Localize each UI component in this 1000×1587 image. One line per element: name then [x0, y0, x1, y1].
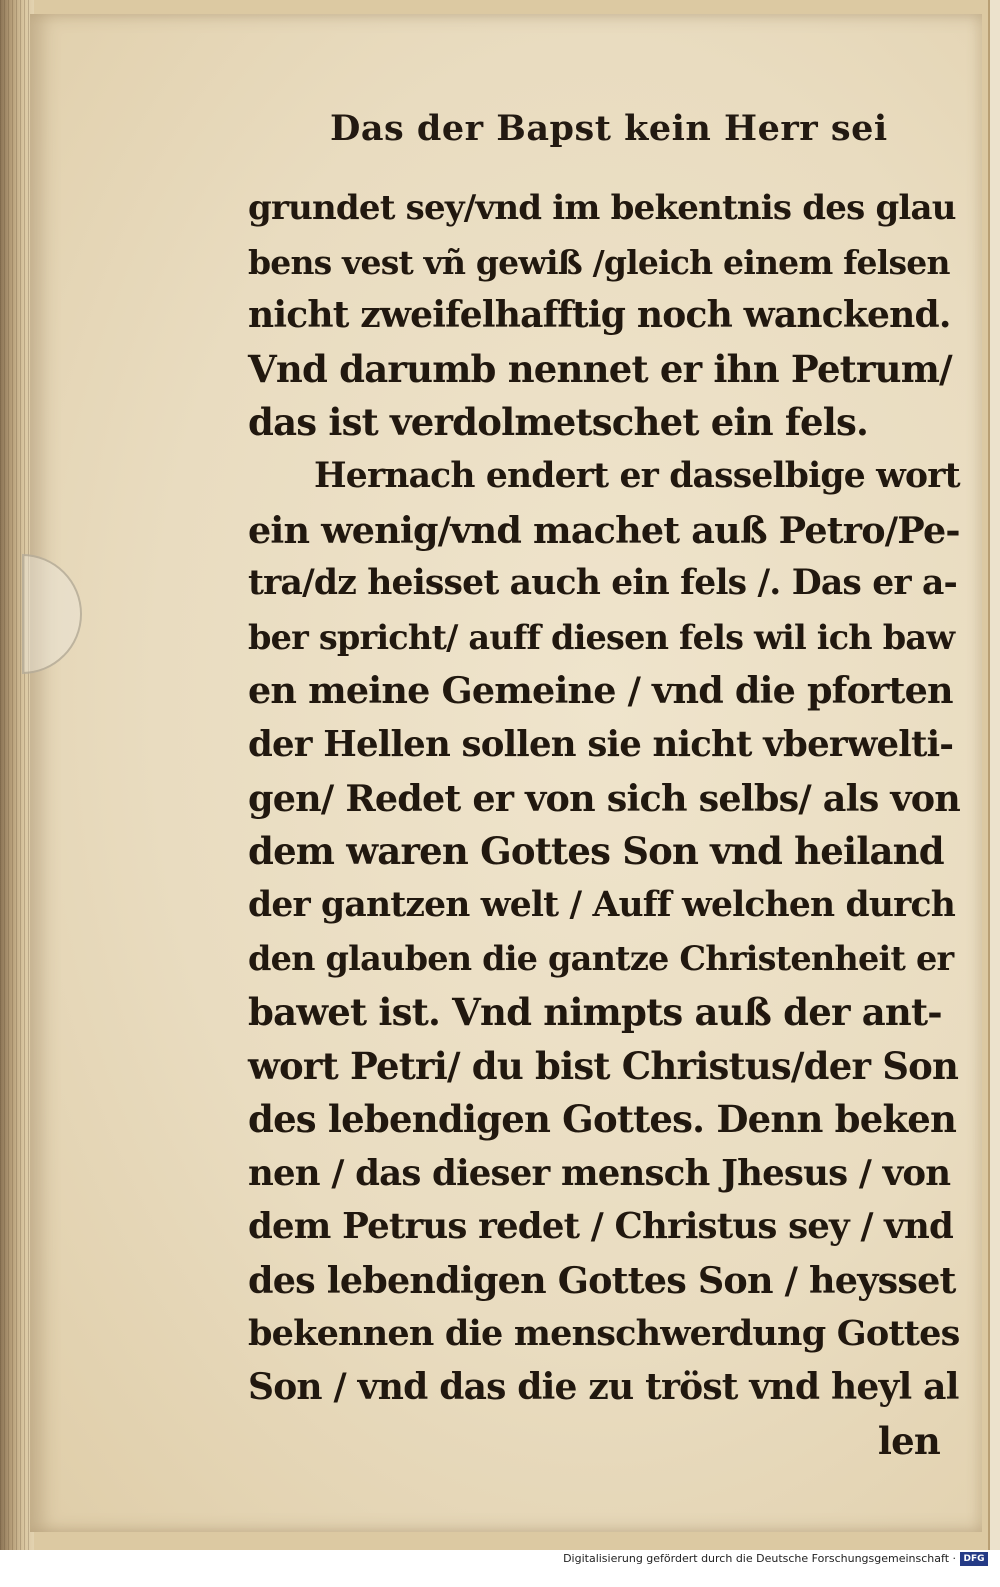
text-line: nen / das dieser mensch Jhesus / von: [248, 1152, 951, 1194]
text-line: bens vest vñ gewiß /gleich einem felsen: [248, 242, 950, 282]
text-line: den glauben die gantze Christenheit er: [248, 939, 954, 979]
text-line: ber spricht/ auff diesen fels wil ich baw: [248, 617, 955, 657]
text-line: ein wenig/vnd machet auß Petro/Pe-: [248, 508, 960, 552]
text-line: dem waren Gottes Son vnd heiland: [248, 829, 944, 874]
text-line: der Hellen sollen sie nicht vberwelti-: [248, 723, 954, 765]
catchword: len: [877, 1418, 940, 1463]
text-line: dem Petrus redet / Christus sey / vnd: [248, 1206, 954, 1248]
text-line: wort Petri/ du bist Christus/der Son: [248, 1043, 959, 1088]
text-line: gen/ Redet er von sich selbs/ als von: [248, 776, 961, 820]
text-line: das ist verdolmetschet ein fels.: [248, 400, 869, 445]
funding-credit: Digitalisierung gefördert durch die Deutsche Forschungsgemeinschaft ·: [563, 1552, 956, 1565]
text-line: des lebendigen Gottes Son / heysset: [248, 1258, 956, 1302]
bookmark-clip: [22, 554, 82, 674]
text-line: der gantzen welt / Auff welchen durch: [248, 884, 956, 925]
text-line: nicht zweifelhafftig noch wanckend.: [248, 294, 951, 337]
text-line: bekennen die menschwerdung Gottes: [248, 1313, 960, 1355]
text-line: Son / vnd das die zu tröst vnd heyl al: [248, 1366, 959, 1409]
dfg-logo: DFG: [960, 1552, 988, 1566]
body-text: [248, 182, 960, 1468]
text-line: des lebendigen Gottes. Denn beken: [248, 1097, 957, 1142]
text-line: Hernach endert er dasselbige wort: [314, 455, 960, 496]
text-line: bawet ist. Vnd nimpts auß der ant-: [248, 989, 942, 1034]
text-line: grundet sey/vnd im bekentnis des glau: [248, 188, 956, 228]
text-line: tra/dz heisset auch ein fels /. Das er a-: [248, 563, 958, 604]
text-line: en meine Gemeine / vnd die pforten: [248, 669, 953, 713]
text-line: Vnd darumb nennet er ihn Petrum/: [248, 346, 952, 391]
running-header: Das der Bapst kein Herr sei: [330, 108, 888, 149]
page-edges: [0, 0, 30, 1550]
